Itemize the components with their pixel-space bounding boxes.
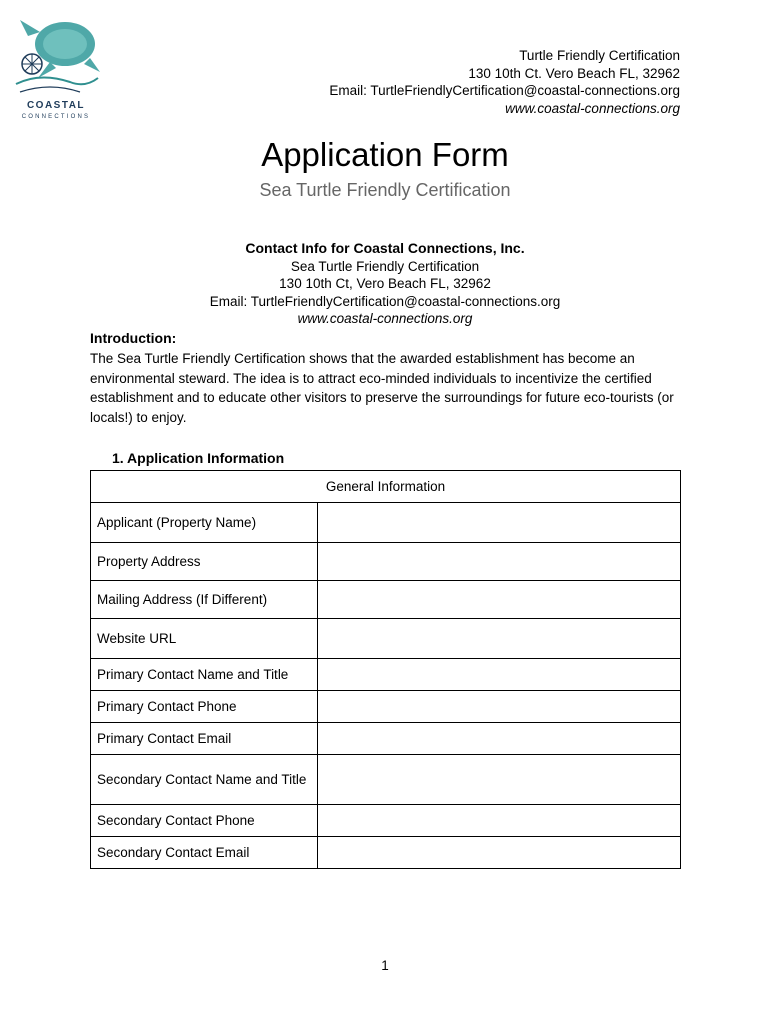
introduction-heading: Introduction: xyxy=(90,330,177,346)
header-address xyxy=(329,47,680,117)
contact-info-block xyxy=(0,240,770,328)
table-row xyxy=(91,837,681,869)
introduction-text: The Sea Turtle Friendly Certification shows that the awarded establishment has become an environmental steward. The idea is to attract eco-minded individuals to incentivize the certified establishment and to educate other visitors to preserve the surroundings for future eco-tourists (or locals!) to enjoy. xyxy=(90,351,674,425)
contact-heading: Contact Info for Coastal Connections, Inc. xyxy=(245,240,525,256)
row-label-secondary-contact-email: Secondary Contact Email xyxy=(91,837,318,869)
website-url-field[interactable] xyxy=(318,619,681,659)
table-row xyxy=(91,659,681,691)
applicant-property-name-field[interactable] xyxy=(318,503,681,543)
table-row xyxy=(91,503,681,543)
header-website[interactable]: www.coastal-connections.org xyxy=(505,100,680,116)
logo-subtext: CONNECTIONS xyxy=(21,114,91,120)
page-number: 1 xyxy=(381,958,389,973)
row-label-website-url: Website URL xyxy=(91,619,318,659)
primary-contact-email-field[interactable] xyxy=(318,723,681,755)
page-title: Application Form xyxy=(261,136,509,173)
contact-email[interactable]: Email: TurtleFriendlyCertification@coastal-connections.org xyxy=(209,293,561,309)
application-information-table xyxy=(90,470,681,869)
logo-wordmark: COASTAL xyxy=(26,100,86,111)
row-label-secondary-contact-name: Secondary Contact Name and Title xyxy=(91,755,318,805)
table-row xyxy=(91,805,681,837)
contact-line-2: 130 10th Ct, Vero Beach FL, 32962 xyxy=(279,276,491,291)
table-row xyxy=(91,691,681,723)
header-email[interactable]: Email: TurtleFriendlyCertification@coastal-connections.org xyxy=(329,83,680,98)
row-label-mailing-address: Mailing Address (If Different) xyxy=(91,581,318,619)
row-label-primary-contact-email: Primary Contact Email xyxy=(91,723,318,755)
table-header-general-information: General Information xyxy=(91,471,681,503)
secondary-contact-phone-field[interactable] xyxy=(318,805,681,837)
header-line-1: Turtle Friendly Certification xyxy=(519,48,680,63)
row-label-applicant: Applicant (Property Name) xyxy=(91,503,318,543)
secondary-contact-email-field[interactable] xyxy=(318,837,681,869)
row-label-property-address: Property Address xyxy=(91,543,318,581)
contact-website[interactable]: www.coastal-connections.org xyxy=(297,311,473,326)
sea-turtle-icon xyxy=(10,12,102,100)
mailing-address-field[interactable] xyxy=(318,581,681,619)
page-subtitle: Sea Turtle Friendly Certification xyxy=(259,180,511,200)
table-row xyxy=(91,543,681,581)
row-label-primary-contact-phone: Primary Contact Phone xyxy=(91,691,318,723)
property-address-field[interactable] xyxy=(318,543,681,581)
primary-contact-name-field[interactable] xyxy=(318,659,681,691)
table-row xyxy=(91,619,681,659)
table-row xyxy=(91,581,681,619)
primary-contact-phone-field[interactable] xyxy=(318,691,681,723)
table-row xyxy=(91,723,681,755)
row-label-primary-contact-name: Primary Contact Name and Title xyxy=(91,659,318,691)
section-heading-application-information: 1. Application Information xyxy=(112,450,285,466)
table-row xyxy=(91,755,681,805)
contact-line-1: Sea Turtle Friendly Certification xyxy=(290,258,480,274)
row-label-secondary-contact-phone: Secondary Contact Phone xyxy=(91,805,318,837)
coastal-connections-logo xyxy=(10,12,102,122)
header-line-2: 130 10th Ct. Vero Beach FL, 32962 xyxy=(468,65,680,81)
secondary-contact-name-field[interactable] xyxy=(318,755,681,805)
